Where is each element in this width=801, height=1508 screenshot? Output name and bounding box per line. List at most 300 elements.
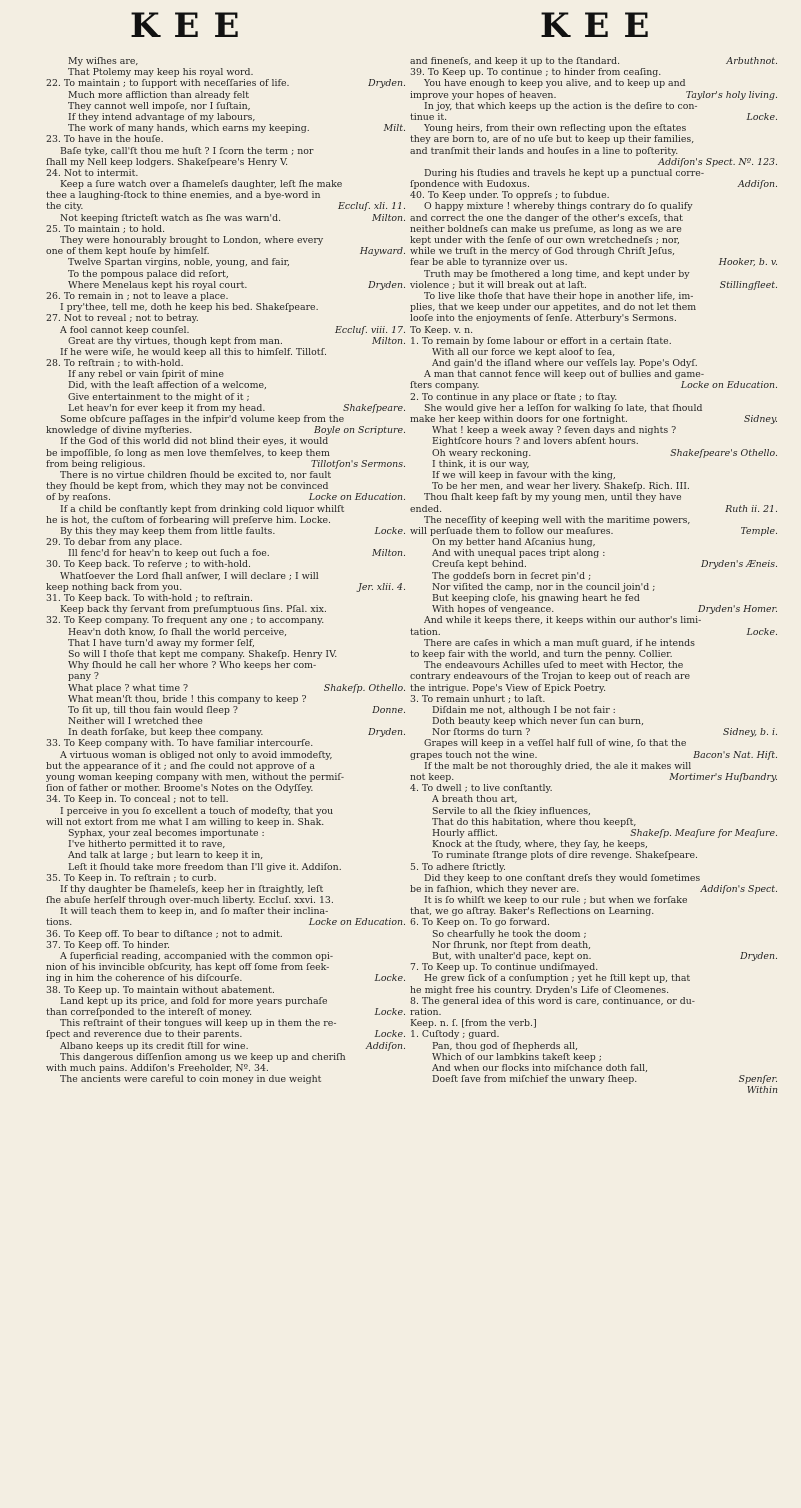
line-text: They were honourably brought to London, where every bbox=[60, 235, 324, 246]
text-line bbox=[410, 716, 778, 727]
text-line bbox=[46, 738, 406, 749]
citation: Shakeſp. Othello. bbox=[323, 682, 406, 694]
text-line bbox=[410, 973, 778, 984]
text-line bbox=[46, 817, 406, 828]
text-line bbox=[410, 347, 778, 358]
text-line bbox=[410, 213, 778, 224]
text-line bbox=[46, 358, 406, 369]
line-text: I think, it is our way, bbox=[432, 458, 530, 470]
text-line bbox=[46, 369, 406, 380]
line-text: Some obſcure paſſages in the infpir'd volume keep from the bbox=[60, 414, 345, 425]
text-line bbox=[410, 996, 778, 1007]
line-text: But, with unalter'd pace, kept on. bbox=[432, 951, 592, 962]
text-line bbox=[46, 683, 406, 694]
line-text: not keep. bbox=[410, 772, 455, 783]
line-text: keep nothing back from you. bbox=[46, 581, 183, 593]
citation: Sidney. bbox=[743, 414, 778, 425]
text-line bbox=[410, 179, 778, 190]
text-line bbox=[410, 436, 778, 447]
line-text: 30. To Keep back. To reſerve ; to with-hold. bbox=[46, 559, 252, 571]
text-line bbox=[410, 750, 778, 761]
text-line bbox=[410, 336, 778, 347]
text-line bbox=[46, 515, 406, 526]
left-column bbox=[46, 56, 406, 1085]
line-text: With hopes of vengeance. bbox=[432, 604, 555, 616]
line-text: Did they keep to one conſtant dreſs they would ſometimes bbox=[424, 872, 701, 884]
line-text: Creuſa kept behind. bbox=[432, 559, 527, 571]
text-line bbox=[46, 325, 406, 336]
line-text: 28. To reſtrain ; to with-hold. bbox=[46, 358, 184, 370]
line-text: And when our flocks into miſchance doth fall, bbox=[432, 1062, 649, 1074]
line-text: 8. The general idea of this word is care, continuance, or du- bbox=[410, 995, 695, 1007]
line-text: Whatſoever the Lord ſhall anſwer, I will declare ; I will bbox=[60, 570, 319, 582]
line-text: And talk at large ; but learn to keep it in, bbox=[68, 850, 264, 862]
text-line bbox=[46, 504, 406, 515]
line-text: 24. Not to intermit. bbox=[46, 167, 139, 179]
text-line bbox=[46, 917, 406, 928]
text-line bbox=[46, 973, 406, 984]
line-text: ſters company. bbox=[410, 380, 480, 392]
text-line bbox=[410, 481, 778, 492]
text-line bbox=[410, 190, 778, 201]
text-line bbox=[410, 559, 778, 570]
line-text: tions. bbox=[46, 917, 73, 929]
line-text: make her keep within doors for one fortnight. bbox=[410, 414, 628, 425]
line-text: from being religious. bbox=[46, 458, 146, 470]
text-line bbox=[46, 90, 406, 101]
citation: Shakeſpeare. bbox=[343, 402, 406, 414]
citation: Locke on Education. bbox=[680, 380, 778, 392]
text-line bbox=[46, 1041, 406, 1052]
line-text: If they intend advantage of my labours, bbox=[68, 111, 256, 123]
line-text: Pan, thou god of ſhepherds all, bbox=[432, 1040, 579, 1052]
text-line bbox=[410, 403, 778, 414]
text-line bbox=[46, 727, 406, 738]
text-line bbox=[46, 313, 406, 324]
line-text: 35. To Keep in. To reſtrain ; to curb. bbox=[46, 872, 217, 884]
line-text: This reſtraint of their tongues will keep up in them the re- bbox=[60, 1018, 337, 1030]
line-text: grapes touch not the wine. bbox=[410, 749, 538, 761]
text-line bbox=[410, 380, 778, 391]
line-text: they ſhould be kept from, which they may not be convinced bbox=[46, 481, 329, 493]
text-line bbox=[46, 929, 406, 940]
line-text: they are born to, are of no uſe but to keep up their families, bbox=[410, 134, 695, 146]
citation: Jer. xlii. 4. bbox=[358, 581, 406, 593]
text-line bbox=[410, 582, 778, 593]
text-line bbox=[46, 257, 406, 268]
line-text: thee a laughing-ſtock to thine enemies, and a bye-word in bbox=[46, 190, 321, 202]
text-line bbox=[46, 380, 406, 391]
line-text: he is hot, the cuſtom of forbearing will preſerve him. Locke. bbox=[46, 514, 332, 526]
citation: Hooker, b. v. bbox=[718, 257, 778, 269]
line-text: It is ſo whilſt we keep to our rule ; but when we forſake bbox=[424, 895, 688, 907]
line-text: tinue it. bbox=[410, 111, 448, 123]
text-line bbox=[410, 67, 778, 78]
line-text: 23. To have in the houſe. bbox=[46, 134, 164, 146]
citation: Milton. bbox=[371, 548, 406, 560]
line-text: while we truſt in the mercy of God through Chriſt Jeſus, bbox=[410, 246, 676, 258]
text-line bbox=[46, 67, 406, 78]
line-text: 27. Not to reveal ; not to betray. bbox=[46, 313, 199, 325]
citation: Eccluſ. viii. 17. bbox=[335, 324, 406, 336]
line-text: tation. bbox=[410, 626, 441, 638]
line-text: contrary endeavours of the Trojan to keep out of reach are bbox=[410, 671, 691, 683]
text-line bbox=[46, 392, 406, 403]
citation: Milton. bbox=[371, 335, 406, 347]
text-line bbox=[410, 683, 778, 694]
line-text: They cannot well impoſe, nor I ſuſtain, bbox=[68, 100, 251, 112]
line-text: with much pains. Addiſon's Freeholder, Nº. 34. bbox=[46, 1062, 269, 1074]
line-text: Where Menelaus kept his royal court. bbox=[68, 279, 248, 291]
text-line bbox=[410, 302, 778, 313]
citation: Dryden. bbox=[368, 78, 406, 90]
text-line bbox=[410, 1018, 778, 1029]
citation: Addiſon. bbox=[366, 1040, 406, 1052]
text-line bbox=[46, 269, 406, 280]
text-line bbox=[46, 179, 406, 190]
line-text: To ruminate ſtrange plots of dire revenge. Shakeſpeare. bbox=[432, 850, 698, 862]
line-text: 29. To debar from any place. bbox=[46, 537, 183, 549]
text-line bbox=[410, 280, 778, 291]
text-line bbox=[410, 985, 778, 996]
line-text: If the malt be not thoroughly dried, the ale it makes will bbox=[424, 760, 692, 772]
text-line bbox=[46, 213, 406, 224]
text-line bbox=[46, 201, 406, 212]
text-line bbox=[46, 134, 406, 145]
text-line bbox=[410, 783, 778, 794]
text-line bbox=[410, 895, 778, 906]
line-text: I perceive in you ſo excellent a touch of modeſty, that you bbox=[60, 805, 334, 817]
text-line bbox=[410, 392, 778, 403]
text-line bbox=[46, 940, 406, 951]
text-line bbox=[46, 1063, 406, 1074]
text-line bbox=[410, 604, 778, 615]
text-line bbox=[46, 671, 406, 682]
text-line bbox=[46, 425, 406, 436]
line-text: Great are thy virtues, though kept from man. bbox=[68, 335, 283, 347]
text-line bbox=[46, 537, 406, 548]
text-line bbox=[410, 134, 778, 145]
citation: Locke. bbox=[374, 1006, 406, 1018]
text-line bbox=[410, 269, 778, 280]
text-line bbox=[410, 929, 778, 940]
line-text: A virtuous woman is obliged not only to avoid immodeſty, bbox=[60, 749, 333, 761]
text-line bbox=[46, 146, 406, 157]
line-text: Land kept up its price, and ſold for more years purchaſe bbox=[60, 995, 328, 1007]
line-text: will not extort from me what I am willing to keep in. Shak. bbox=[46, 816, 325, 828]
text-line bbox=[410, 90, 778, 101]
text-line bbox=[46, 649, 406, 660]
text-line bbox=[46, 414, 406, 425]
text-line bbox=[410, 1007, 778, 1018]
text-line bbox=[410, 246, 778, 257]
text-line bbox=[410, 884, 778, 895]
line-text: What ! keep a week away ? ſeven days and nights ? bbox=[432, 425, 677, 437]
text-line bbox=[46, 694, 406, 705]
text-line bbox=[46, 168, 406, 179]
text-line bbox=[410, 157, 778, 168]
citation: Hayward. bbox=[359, 246, 406, 258]
line-text: of by reaſons. bbox=[46, 492, 111, 504]
text-line bbox=[46, 750, 406, 761]
text-line bbox=[410, 123, 778, 134]
text-line bbox=[46, 638, 406, 649]
citation: Locke. bbox=[374, 525, 406, 537]
line-text: What place ? what time ? bbox=[68, 682, 188, 694]
citation: Ruth ii. 21. bbox=[725, 503, 778, 515]
line-text: Keep a ſure watch over a ſhameleſs daughter, leſt ſhe make bbox=[60, 179, 343, 191]
citation: Sidney, b. i. bbox=[723, 727, 778, 739]
line-text: Let heav'n for ever keep it from my head. bbox=[68, 402, 266, 414]
text-line bbox=[46, 336, 406, 347]
text-line bbox=[410, 850, 778, 861]
text-line bbox=[410, 828, 778, 839]
line-text: 32. To Keep company. To frequent any one ; to accompany. bbox=[46, 615, 325, 627]
line-text: 26. To remain in ; not to leave a place. bbox=[46, 290, 229, 302]
line-text: Diſdain me not, although I be not fair : bbox=[432, 704, 616, 716]
line-text: You have enough to keep you alive, and to keep up and bbox=[424, 78, 686, 90]
line-text: 6. To Keep on. To go forward. bbox=[410, 917, 550, 929]
text-line bbox=[410, 1029, 778, 1040]
line-text: If any rebel or vain ſpirit of mine bbox=[68, 369, 224, 381]
text-line bbox=[410, 291, 778, 302]
text-line bbox=[410, 906, 778, 917]
line-text: 1. To remain by ſome labour or effort in a certain ſtate. bbox=[410, 335, 672, 347]
text-line bbox=[410, 492, 778, 503]
line-text: A man that cannot fence will keep out of bullies and game- bbox=[424, 369, 704, 381]
running-head-left: KEE bbox=[130, 6, 254, 46]
line-text: During his ſtudies and travels he kept up a punctual corre- bbox=[424, 167, 704, 179]
text-line bbox=[410, 459, 778, 470]
line-text: 37. To Keep off. To hinder. bbox=[46, 939, 170, 951]
line-text: Heav'n doth know, ſo ſhall the world perceive, bbox=[68, 626, 288, 638]
line-text: Eightſcore hours ? and lovers abſent hours. bbox=[432, 436, 639, 448]
line-text: Doeſt ſave from miſchief the unwary ſheep. bbox=[432, 1074, 638, 1086]
text-line bbox=[410, 1041, 778, 1052]
line-text: So will I thoſe that kept me company. Shakeſp. Henry IV. bbox=[68, 648, 338, 660]
line-text: And gain'd the iſland where our veſſels lay. Pope's Odyſ. bbox=[432, 358, 698, 370]
text-line bbox=[410, 593, 778, 604]
text-line bbox=[46, 716, 406, 727]
text-line bbox=[46, 794, 406, 805]
text-line bbox=[46, 78, 406, 89]
line-text: I pry'thee, tell me, doth he keep his bed. Shakeſpeare. bbox=[60, 302, 319, 314]
text-line bbox=[410, 951, 778, 962]
line-text: ration. bbox=[410, 1006, 442, 1018]
citation: Addiſon's Spect. bbox=[700, 883, 778, 895]
citation: Shakeſpeare's Othello. bbox=[670, 447, 778, 459]
text-line bbox=[410, 414, 778, 425]
line-text: looſe into the enjoyments of ſenſe. Atterbury's Sermons. bbox=[410, 313, 677, 325]
text-line bbox=[46, 190, 406, 201]
line-text: She would give her a leſſon for walking ſo late, that ſhould bbox=[424, 402, 703, 414]
text-line bbox=[410, 56, 778, 67]
text-line bbox=[46, 862, 406, 873]
text-line bbox=[46, 839, 406, 850]
line-text: Nor ſhrunk, nor ſtept from death, bbox=[432, 939, 592, 951]
line-text: Keep. n. ſ. [from the verb.] bbox=[410, 1018, 537, 1030]
line-text: Neither will I wretched thee bbox=[68, 716, 203, 728]
line-text: pany ? bbox=[68, 671, 99, 683]
text-line bbox=[46, 481, 406, 492]
line-text: The ancients were careful to coin money in due weight bbox=[60, 1074, 322, 1086]
line-text: That do this habitation, where thou keepſt, bbox=[432, 816, 637, 828]
line-text: be in faſhion, which they never are. bbox=[410, 883, 580, 895]
line-text: On my better hand Aſcanius hung, bbox=[432, 537, 596, 549]
citation: Dryden. bbox=[368, 727, 406, 739]
line-text: 31. To Keep back. To with-hold ; to reſtrain. bbox=[46, 593, 254, 604]
text-line bbox=[46, 1029, 406, 1040]
citation: Addiſon's Spect. Nº. 123. bbox=[658, 156, 778, 168]
line-text: The neceſſity of keeping well with the maritime powers, bbox=[424, 514, 691, 526]
citation: Milton. bbox=[371, 212, 406, 224]
line-text: 33. To Keep company with. To have familiar intercourſe. bbox=[46, 738, 314, 750]
text-line bbox=[46, 56, 406, 67]
line-text: But keeping cloſe, his gnawing heart he fed bbox=[432, 593, 640, 604]
line-text: ſhe abuſe herſelf through over-much liberty. Eccluſ. xxvi. 13. bbox=[46, 895, 334, 907]
text-line bbox=[46, 123, 406, 134]
text-line bbox=[46, 101, 406, 112]
line-text: Thou ſhalt keep faſt by my young men, until they have bbox=[424, 492, 682, 504]
line-text: 34. To Keep in. To conceal ; not to tell. bbox=[46, 794, 229, 806]
citation: Eccluſ. xli. 11. bbox=[338, 201, 406, 213]
citation: Donne. bbox=[372, 704, 406, 716]
line-text: he might free his country. Dryden's Life of Cleomenes. bbox=[410, 984, 670, 996]
line-text: To be her men, and wear her livery. Shakeſp. Rich. III. bbox=[432, 481, 690, 493]
line-text: Young heirs, from their own reflecting upon the eſtates bbox=[424, 123, 687, 135]
line-text: Twelve Spartan virgins, noble, young, and fair, bbox=[68, 257, 291, 269]
line-text: 22. To maintain ; to ſupport with neceſſaries of life. bbox=[46, 78, 290, 90]
line-text: Hourly afflict. bbox=[432, 827, 498, 839]
citation: Locke on Education. bbox=[308, 917, 406, 929]
citation: Spenſer. bbox=[738, 1074, 778, 1086]
text-line bbox=[46, 559, 406, 570]
text-line bbox=[46, 526, 406, 537]
text-line bbox=[46, 492, 406, 503]
line-text: ſion of father or mother. Broome's Notes on the Odyſſey. bbox=[46, 783, 314, 795]
line-text: plies, that we keep under our appetites, and do not let them bbox=[410, 302, 697, 314]
line-text: Grapes will keep in a veſſel half full of wine, ſo that the bbox=[424, 738, 687, 750]
text-line bbox=[410, 1052, 778, 1063]
citation: Tillotſon's Sermons. bbox=[311, 458, 406, 470]
line-text: If the God of this world did not blind their eyes, it would bbox=[60, 436, 329, 448]
text-line bbox=[46, 627, 406, 638]
line-text: And with unequal paces tript along : bbox=[432, 548, 606, 560]
line-text: Keep back thy ſervant from preſumptuous ſins. Pſal. xix. bbox=[60, 604, 327, 616]
line-text: A ſuperficial reading, accompanied with the common opi- bbox=[60, 951, 334, 962]
line-text: It will teach them to keep in, and ſo maſter their inclina- bbox=[60, 906, 329, 918]
line-text: Nor viſited the camp, nor in the council join'd ; bbox=[432, 581, 656, 593]
line-text: To ſit up, till thou fain would ſleep ? bbox=[68, 704, 238, 716]
line-text: fear be able to tyrannize over us. bbox=[410, 257, 568, 269]
text-line bbox=[410, 112, 778, 123]
text-line bbox=[46, 224, 406, 235]
text-line bbox=[410, 224, 778, 235]
text-line bbox=[410, 571, 778, 582]
line-text: Doth beauty keep which never ſun can burn, bbox=[432, 716, 645, 728]
line-text: He grew ſick of a conſumption ; yet he ſtill kept up, that bbox=[424, 973, 691, 985]
line-text: The goddeſs born in ſecret pin'd ; bbox=[432, 570, 592, 582]
line-text: Nor ſtorms do turn ? bbox=[432, 727, 531, 739]
text-line bbox=[410, 962, 778, 973]
line-text: If thy daughter be ſhameleſs, keep her in ſtraightly, leſt bbox=[60, 883, 324, 895]
citation: Mortimer's Huſbandry. bbox=[669, 772, 778, 783]
line-text: 2. To continue in any place or ſtate ; to ſtay. bbox=[410, 391, 618, 403]
line-text: If we will keep in favour with the king, bbox=[432, 469, 616, 481]
line-text: neither boldneſs can make us preſume, as long as we are bbox=[410, 223, 682, 235]
text-line bbox=[410, 772, 778, 783]
text-line bbox=[410, 537, 778, 548]
text-line bbox=[46, 112, 406, 123]
text-line bbox=[46, 302, 406, 313]
citation: Within bbox=[746, 1085, 778, 1097]
text-line bbox=[46, 582, 406, 593]
line-text: This dangerous diſſenſion among us we keep up and cheriſh bbox=[60, 1051, 346, 1063]
text-line bbox=[410, 1085, 778, 1096]
line-text: 39. To Keep up. To continue ; to hinder from ceaſing. bbox=[410, 67, 662, 79]
text-line bbox=[46, 403, 406, 414]
text-line bbox=[46, 1018, 406, 1029]
line-text: If he were wiſe, he would keep all this to himſelf. Tillotſ. bbox=[60, 346, 328, 358]
line-text: 4. To dwell ; to live conſtantly. bbox=[410, 783, 553, 795]
line-text: Knock at the ſtudy, where, they ſay, he keeps, bbox=[432, 839, 648, 851]
line-text: What mean'ſt thou, bride ! this company to keep ? bbox=[68, 693, 307, 705]
citation: Dryden. bbox=[368, 279, 406, 291]
line-text: 5. To adhere ſtrictly. bbox=[410, 861, 507, 873]
line-text: ended. bbox=[410, 503, 443, 515]
text-line bbox=[46, 291, 406, 302]
line-text: ſpondence with Eudoxus. bbox=[410, 179, 530, 191]
citation: Dryden's Homer. bbox=[698, 604, 778, 616]
text-line bbox=[410, 515, 778, 526]
text-line bbox=[410, 1074, 778, 1085]
text-line bbox=[46, 470, 406, 481]
line-text: Albano keeps up its credit ſtill for wine. bbox=[60, 1040, 249, 1052]
line-text: ſpect and reverence due to their parents. bbox=[46, 1029, 243, 1041]
text-line bbox=[410, 761, 778, 772]
line-text: the intrigue. Pope's View of Epick Poetry. bbox=[410, 682, 607, 694]
text-line bbox=[410, 627, 778, 638]
line-text: In death forſake, but keep thee company. bbox=[68, 727, 264, 739]
line-text: There is no virtue children ſhould be excited to, nor fault bbox=[60, 469, 332, 481]
text-line bbox=[46, 873, 406, 884]
text-line bbox=[410, 168, 778, 179]
citation: Shakeſp. Meaſure for Meaſure. bbox=[630, 827, 778, 839]
text-line bbox=[410, 917, 778, 928]
line-text: nion of his invincible obſcurity, has kept off ſome from ſeek- bbox=[46, 962, 330, 974]
text-line bbox=[410, 470, 778, 481]
text-line bbox=[46, 448, 406, 459]
text-line bbox=[46, 884, 406, 895]
text-line bbox=[410, 526, 778, 537]
text-line bbox=[410, 448, 778, 459]
text-line bbox=[410, 940, 778, 951]
text-line bbox=[410, 694, 778, 705]
text-line bbox=[46, 806, 406, 817]
text-line bbox=[410, 369, 778, 380]
line-text: Ill fenc'd for heav'n to keep out ſuch a foe. bbox=[68, 548, 270, 560]
text-line bbox=[410, 817, 778, 828]
line-text: That Ptolemy may keep his royal word. bbox=[68, 67, 254, 79]
text-line bbox=[46, 828, 406, 839]
text-line bbox=[46, 548, 406, 559]
text-line bbox=[46, 347, 406, 358]
text-line bbox=[410, 873, 778, 884]
line-text: My wiſhes are, bbox=[68, 56, 139, 67]
line-text: To the pompous palace did reſort, bbox=[68, 268, 229, 280]
line-text: 36. To Keep off. To bear to diſtance ; not to admit. bbox=[46, 928, 283, 940]
citation: Arbuthnot. bbox=[726, 56, 778, 67]
